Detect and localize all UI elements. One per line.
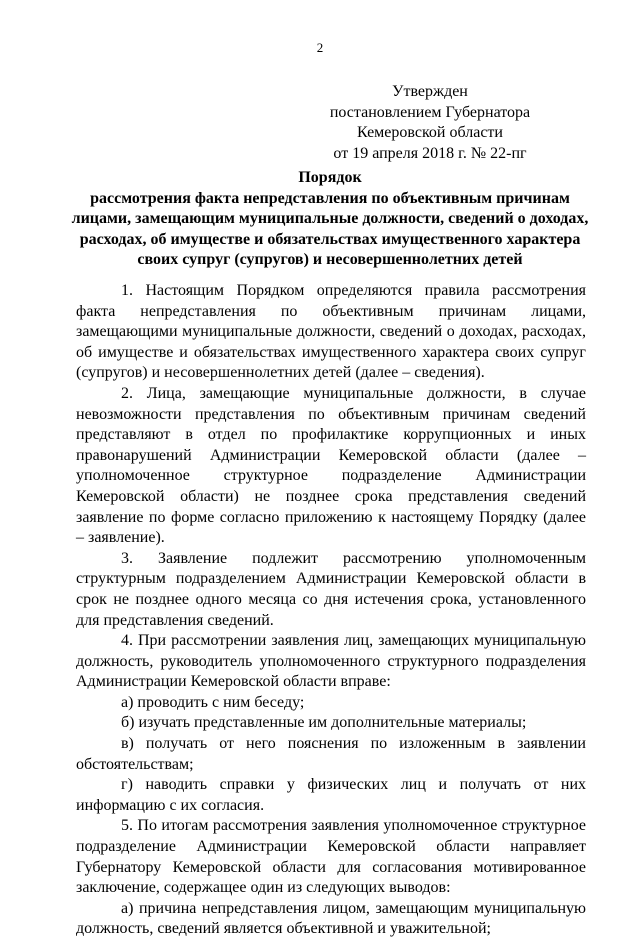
title-line: своих супруг (супругов) и несовершеннолетних детей — [137, 251, 523, 269]
title-line: расходах, об имуществе и обязательствах имущественного характера — [79, 230, 581, 248]
paragraph-5a: а) причина непредставления лицом, замещающим муниципальную должность, сведений является объективной и уважительной; — [76, 899, 586, 938]
approval-stamp-text — [280, 82, 580, 164]
title-line: рассмотрения факта непредставления по объективным причинам — [90, 189, 570, 207]
approval-line: постановлением Губернатора — [329, 103, 531, 121]
paragraph-4a: а) проводить с ним беседу; — [121, 693, 305, 711]
title-line: лицами, замещающим муниципальные должности, сведений о доходах, — [71, 210, 589, 228]
page-number: 2 — [316, 40, 324, 55]
paragraph-4: 4. При рассмотрении заявления лиц, замещающих муниципальную должность, руководитель уполномоченного структурного подразделения Администрации Кемеровской области вправе: — [76, 632, 586, 691]
approval-line: от 19 апреля 2018 г. № 22-пг — [333, 144, 527, 162]
approval-line: Кемеровской области — [357, 124, 503, 142]
document-body — [76, 281, 586, 940]
paragraph-4b: б) изучать представленные им дополнительные материалы; — [121, 714, 527, 732]
paragraph-2: 2. Лица, замещающие муниципальные должности, в случае невозможности представления по объективным причинам сведений представляют в отдел по профилактике коррупционных и иных правонарушений Администрации Кемеровской области (далее – уполномоченное структурное подразделение Администрации Кемеровской области) не позднее срока представления сведений заявление по форме согласно приложению к настоящему Порядку (далее – заявление). — [76, 384, 586, 547]
approval-line: Утвержден — [392, 83, 468, 100]
document-title — [70, 168, 590, 271]
paragraph-1: 1. Настоящим Порядком определяются правила рассмотрения факта непредставления по объективным причинам лицами, замещающими муниципальные должности, сведений о доходах, расходах, об имуществе и обязательствах имущественного характера своих супруг (супругов) и несовершеннолетних детей (далее – сведения). — [76, 282, 586, 382]
paragraph-3: 3. Заявление подлежит рассмотрению уполномоченным структурным подразделением Администрации Кемеровской области в срок не позднее одного месяца со дня истечения срока, установленного для представления сведений. — [76, 549, 586, 629]
paragraph-5: 5. По итогам рассмотрения заявления уполномоченное структурное подразделение Администрации Кемеровской области направляет Губернатору Кемеровской области для согласования мотивированное заключение, содержащее один из следующих выводов: — [76, 817, 586, 897]
title-line: Порядок — [298, 169, 362, 186]
paragraph-4d: г) наводить справки у физических лиц и получать от них информацию с их согласия. — [76, 776, 586, 814]
paragraph-4c: в) получать от него пояснения по изложенным в заявлении обстоятельствам; — [76, 735, 586, 773]
